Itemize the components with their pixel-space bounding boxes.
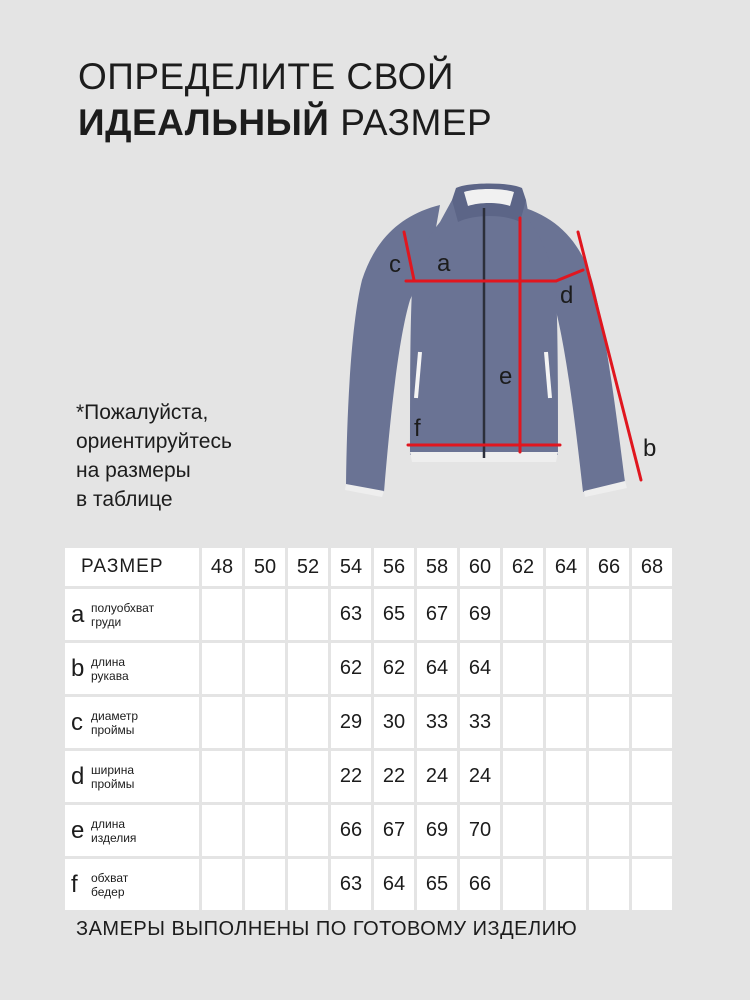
- table-row: [65, 589, 672, 640]
- value-cell: [288, 643, 328, 694]
- value-cell: [589, 751, 629, 802]
- value-cell: [503, 751, 543, 802]
- row-label-text: [91, 817, 136, 845]
- letter-b: b: [643, 435, 657, 462]
- size-54: 54: [331, 548, 371, 586]
- value-cell: [202, 589, 242, 640]
- title-rest-word: РАЗМЕР: [340, 102, 493, 143]
- size-50: 50: [245, 548, 285, 586]
- value-cell: [245, 697, 285, 748]
- value-cell: [589, 589, 629, 640]
- value-cell: [632, 751, 672, 802]
- size-60: 60: [460, 548, 500, 586]
- row-label-line-2: бедер: [91, 884, 125, 899]
- size-64: 64: [546, 548, 586, 586]
- row-letter: d: [71, 762, 85, 790]
- row-label: [65, 643, 199, 694]
- value-cell: [503, 643, 543, 694]
- letter-a: a: [437, 250, 451, 277]
- row-label-text: [91, 871, 128, 899]
- value-cell: [546, 643, 586, 694]
- row-letter: a: [71, 600, 85, 628]
- value-cell: [589, 805, 629, 856]
- letter-f: f: [414, 415, 421, 442]
- value-cell: [632, 589, 672, 640]
- value-cell: 62: [331, 643, 371, 694]
- row-label-line-1: полуобхват: [91, 600, 155, 615]
- value-cell: [546, 805, 586, 856]
- footer-note: ЗАМЕРЫ ВЫПОЛНЕНЫ ПО ГОТОВОМУ ИЗДЕЛИЮ: [76, 918, 578, 940]
- value-cell: [589, 859, 629, 910]
- row-label-line-1: обхват: [91, 870, 129, 885]
- size-62: 62: [503, 548, 543, 586]
- table-row: [65, 805, 672, 856]
- value-cell: [202, 643, 242, 694]
- title-line-2: [78, 102, 492, 143]
- value-cell: [202, 751, 242, 802]
- row-label-text: [91, 763, 134, 791]
- table-row: [65, 697, 672, 748]
- value-cell: 65: [374, 589, 414, 640]
- letter-d: d: [560, 282, 574, 309]
- value-cell: [503, 589, 543, 640]
- note-line-1: *Пожалуйста,: [76, 401, 209, 424]
- value-cell: [546, 589, 586, 640]
- size-header: РАЗМЕР: [65, 548, 199, 586]
- value-cell: 63: [331, 589, 371, 640]
- value-cell: 22: [374, 751, 414, 802]
- title-bold-word: ИДЕАЛЬНЫЙ: [78, 102, 330, 143]
- size-66: 66: [589, 548, 629, 586]
- value-cell: 62: [374, 643, 414, 694]
- row-label: [65, 589, 199, 640]
- value-cell: [202, 859, 242, 910]
- letter-c: c: [389, 251, 401, 278]
- row-letter: e: [71, 816, 85, 844]
- size-52: 52: [288, 548, 328, 586]
- size-note: [76, 398, 232, 514]
- value-cell: [589, 697, 629, 748]
- row-label-line-1: диаметр: [91, 708, 139, 723]
- size-48: 48: [202, 548, 242, 586]
- value-cell: [288, 805, 328, 856]
- value-cell: 67: [417, 589, 457, 640]
- note-line-4: в таблице: [76, 488, 173, 511]
- value-cell: 66: [460, 859, 500, 910]
- row-letter: b: [71, 654, 85, 682]
- table-row: [65, 751, 672, 802]
- row-label-line-2: проймы: [91, 776, 135, 791]
- row-label-line-1: длина: [91, 654, 126, 669]
- row-label-line-2: проймы: [91, 722, 135, 737]
- size-table: [62, 545, 675, 913]
- table-row: [65, 859, 672, 910]
- value-cell: [589, 643, 629, 694]
- value-cell: 67: [374, 805, 414, 856]
- row-label: [65, 805, 199, 856]
- value-cell: 64: [374, 859, 414, 910]
- value-cell: 63: [331, 859, 371, 910]
- row-label-line-1: ширина: [91, 762, 135, 777]
- row-letter: c: [71, 708, 83, 736]
- value-cell: [288, 751, 328, 802]
- row-label-line-1: длина: [91, 816, 126, 831]
- note-line-3: на размеры: [76, 459, 191, 482]
- value-cell: [245, 751, 285, 802]
- row-label: [65, 859, 199, 910]
- value-cell: [503, 805, 543, 856]
- letter-e: e: [499, 363, 513, 390]
- value-cell: [546, 751, 586, 802]
- size-table-body: [65, 589, 672, 910]
- value-cell: [202, 697, 242, 748]
- value-cell: [546, 859, 586, 910]
- jacket-diagram: [330, 170, 670, 510]
- value-cell: [245, 805, 285, 856]
- row-label-line-2: груди: [91, 614, 122, 629]
- row-label-text: [91, 601, 154, 629]
- value-cell: 66: [331, 805, 371, 856]
- value-cell: 64: [460, 643, 500, 694]
- value-cell: 24: [460, 751, 500, 802]
- title-line-1: ОПРЕДЕЛИТЕ СВОЙ: [78, 56, 454, 97]
- row-label-text: [91, 655, 129, 683]
- row-letter: f: [71, 870, 78, 898]
- value-cell: 70: [460, 805, 500, 856]
- value-cell: 30: [374, 697, 414, 748]
- value-cell: 64: [417, 643, 457, 694]
- value-cell: [245, 643, 285, 694]
- row-label: [65, 751, 199, 802]
- size-58: 58: [417, 548, 457, 586]
- value-cell: [288, 697, 328, 748]
- value-cell: [503, 697, 543, 748]
- row-label-line-2: рукава: [91, 668, 129, 683]
- value-cell: [632, 697, 672, 748]
- value-cell: 33: [460, 697, 500, 748]
- value-cell: 65: [417, 859, 457, 910]
- value-cell: [632, 643, 672, 694]
- value-cell: [245, 859, 285, 910]
- note-line-2: ориентируйтесь: [76, 430, 232, 453]
- value-cell: 29: [331, 697, 371, 748]
- row-label: [65, 697, 199, 748]
- value-cell: 69: [417, 805, 457, 856]
- size-56: 56: [374, 548, 414, 586]
- row-label-text: [91, 709, 138, 737]
- value-cell: [546, 697, 586, 748]
- value-cell: 24: [417, 751, 457, 802]
- value-cell: [632, 859, 672, 910]
- size-68: 68: [632, 548, 672, 586]
- value-cell: 22: [331, 751, 371, 802]
- value-cell: [632, 805, 672, 856]
- value-cell: [202, 805, 242, 856]
- page-title: [78, 54, 492, 146]
- value-cell: 33: [417, 697, 457, 748]
- value-cell: [245, 589, 285, 640]
- row-label-line-2: изделия: [91, 830, 137, 845]
- value-cell: [288, 589, 328, 640]
- value-cell: 69: [460, 589, 500, 640]
- size-header-row: [65, 548, 672, 586]
- value-cell: [503, 859, 543, 910]
- value-cell: [288, 859, 328, 910]
- table-row: [65, 643, 672, 694]
